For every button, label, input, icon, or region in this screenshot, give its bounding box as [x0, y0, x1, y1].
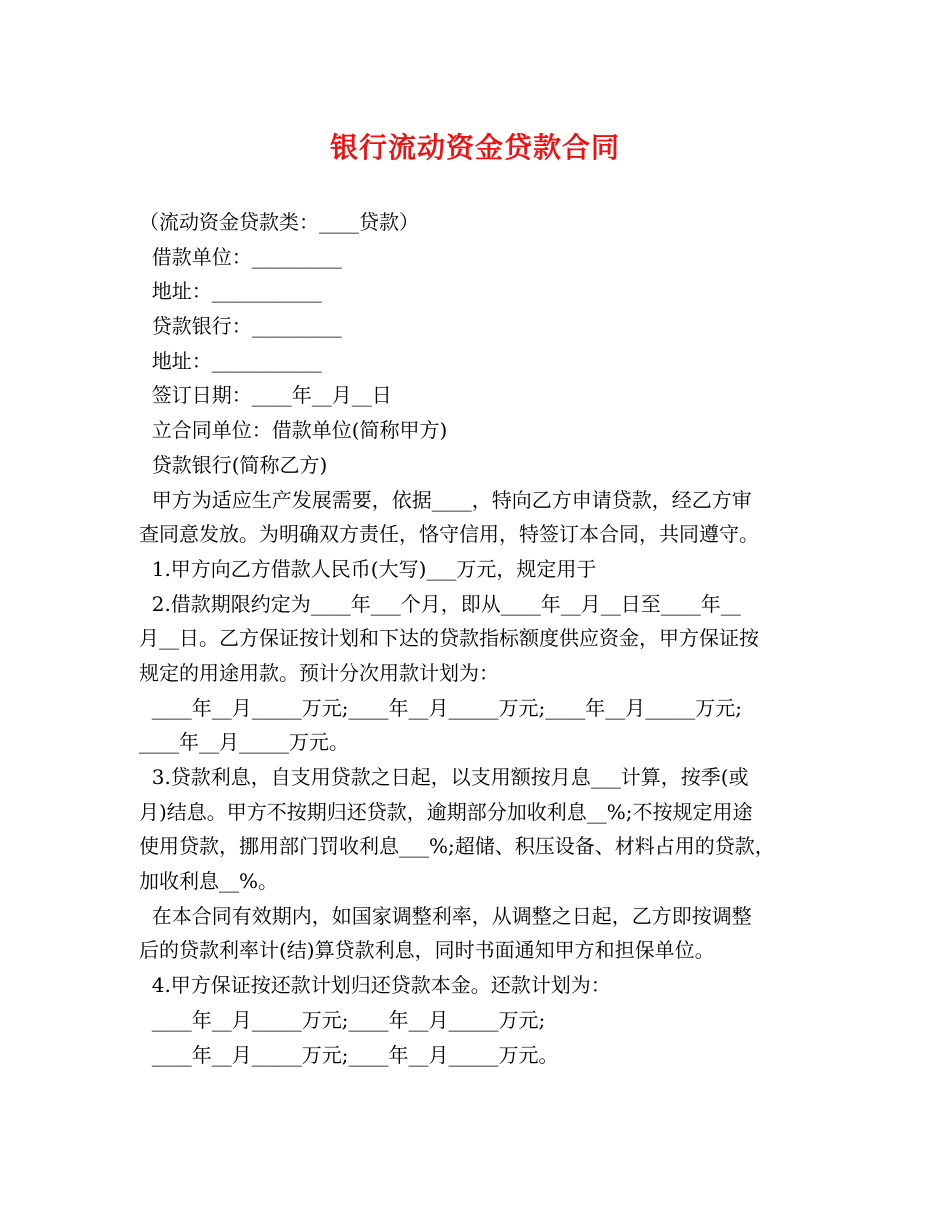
contract-body: [139, 205, 815, 1072]
document-title: 银行流动资金贷款合同: [329, 131, 620, 164]
line-signing-date: 签订日期：____年__月__日: [139, 383, 392, 408]
rate-adjust-line-2: 后的贷款利率计(结)算贷款利息，同时书面通知甲方和担保单位。: [139, 938, 715, 963]
rate-adjust-line-1: 在本合同有效期内，如国家调整利率，从调整之日起，乙方即按调整: [139, 903, 752, 928]
clause-2-schedule-1: ____年__月_____万元;____年__月_____万元;____年__月_____万元;: [139, 695, 742, 720]
line-lender-address: 地址：___________: [139, 348, 322, 373]
paragraph-intro-1: 甲方为适应生产发展需要，依据____，特向乙方申请贷款，经乙方审: [139, 487, 752, 512]
line-borrower: 借款单位：_________: [139, 244, 342, 269]
clause-3-line-2: 月)结息。甲方不按期归还贷款，逾期部分加收利息__%;不按规定用途: [139, 799, 753, 824]
line-borrower-address: 地址：___________: [139, 279, 322, 304]
repayment-schedule-2: ____年__月_____万元;____年__月_____万元。: [139, 1042, 559, 1067]
paragraph-intro-2: 查同意发放。为明确双方责任，恪守信用，特签订本合同，共同遵守。: [139, 522, 759, 547]
repayment-schedule-1: ____年__月_____万元;____年__月_____万元;: [139, 1007, 546, 1032]
clause-2-schedule-2: ____年__月_____万元。: [139, 730, 349, 755]
clause-4: 4.甲方保证按还款计划归还贷款本金。还款计划为：: [139, 973, 611, 998]
line-lender-bank: 贷款银行：_________: [139, 314, 342, 339]
clause-3-line-4: 加收利息__%。: [139, 869, 279, 894]
clause-2-line-3: 规定的用途用款。预计分次用款计划为：: [139, 660, 499, 685]
line-party-a: 立合同单位：借款单位(简称甲方): [139, 418, 448, 443]
line-party-b: 贷款银行(简称乙方): [139, 452, 328, 477]
clause-1: 1.甲方向乙方借款人民币(大写)___万元，规定用于: [139, 556, 597, 581]
clause-2-line-1: 2.借款期限约定为____年___个月，即从____年__月__日至____年__: [139, 591, 741, 616]
clause-3-line-3: 使用贷款，挪用部门罚收利息___%;超储、积压设备、材料占用的贷款，: [139, 834, 775, 859]
clause-3-line-1: 3.贷款利息，自支用贷款之日起，以支用额按月息___计算，按季(或: [139, 765, 749, 789]
line-loan-type: （流动资金贷款类：____贷款）: [139, 210, 419, 234]
clause-2-line-2: 月__日。乙方保证按计划和下达的贷款指标额度供应资金，甲方保证按: [139, 626, 759, 651]
